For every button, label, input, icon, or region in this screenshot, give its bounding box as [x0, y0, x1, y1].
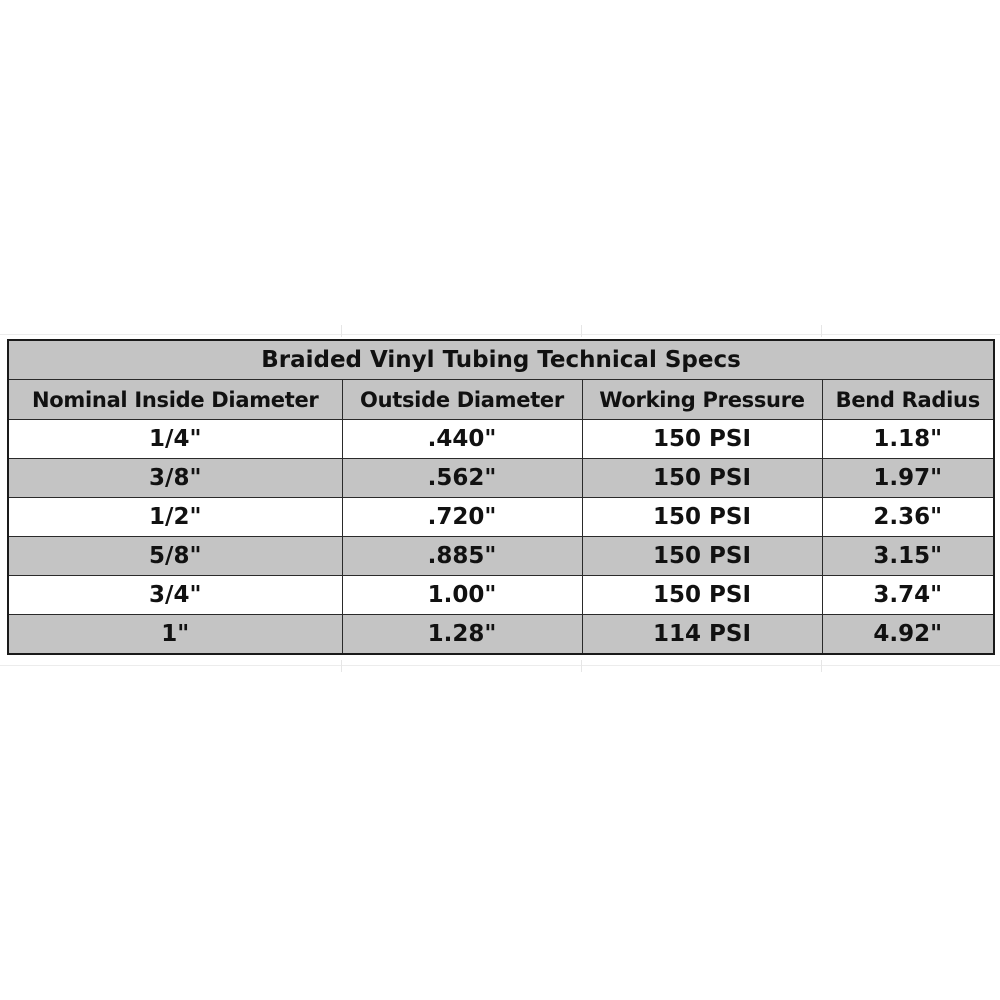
table-header-row	[8, 380, 994, 420]
cell-nominal-id: 3/8"	[8, 459, 342, 498]
specs-table	[7, 339, 995, 655]
cell-nominal-id: 1/4"	[8, 420, 342, 459]
cell-bend-radius: 4.92"	[822, 615, 994, 655]
header-outside-diameter: Outside Diameter	[342, 380, 582, 420]
table-row	[8, 576, 994, 615]
cell-working-pressure: 150 PSI	[582, 459, 822, 498]
cell-working-pressure: 150 PSI	[582, 498, 822, 537]
header-working-pressure: Working Pressure	[582, 380, 822, 420]
table-title: Braided Vinyl Tubing Technical Specs	[8, 340, 994, 380]
cell-working-pressure: 150 PSI	[582, 537, 822, 576]
cell-bend-radius: 2.36"	[822, 498, 994, 537]
cell-outside-diameter: 1.00"	[342, 576, 582, 615]
cell-outside-diameter: .885"	[342, 537, 582, 576]
cell-nominal-id: 1/2"	[8, 498, 342, 537]
sheet-gridline	[821, 325, 822, 337]
table-row	[8, 615, 994, 655]
cell-outside-diameter: .562"	[342, 459, 582, 498]
cell-nominal-id: 1"	[8, 615, 342, 655]
header-nominal-inside-diameter: Nominal Inside Diameter	[8, 380, 342, 420]
cell-outside-diameter: .440"	[342, 420, 582, 459]
cell-bend-radius: 1.18"	[822, 420, 994, 459]
table-title-row	[8, 340, 994, 380]
cell-working-pressure: 114 PSI	[582, 615, 822, 655]
sheet-gridline	[341, 325, 342, 337]
table-row	[8, 420, 994, 459]
sheet-gridline	[0, 334, 1000, 335]
cell-working-pressure: 150 PSI	[582, 576, 822, 615]
sheet-gridline	[581, 660, 582, 672]
header-bend-radius: Bend Radius	[822, 380, 994, 420]
cell-bend-radius: 3.15"	[822, 537, 994, 576]
sheet-gridline	[341, 660, 342, 672]
cell-bend-radius: 3.74"	[822, 576, 994, 615]
sheet-gridline	[581, 325, 582, 337]
table-row	[8, 537, 994, 576]
sheet-gridline	[0, 665, 1000, 666]
cell-nominal-id: 5/8"	[8, 537, 342, 576]
table-row	[8, 459, 994, 498]
cell-outside-diameter: .720"	[342, 498, 582, 537]
cell-working-pressure: 150 PSI	[582, 420, 822, 459]
sheet-gridline	[821, 660, 822, 672]
cell-nominal-id: 3/4"	[8, 576, 342, 615]
table-row	[8, 498, 994, 537]
cell-bend-radius: 1.97"	[822, 459, 994, 498]
cell-outside-diameter: 1.28"	[342, 615, 582, 655]
